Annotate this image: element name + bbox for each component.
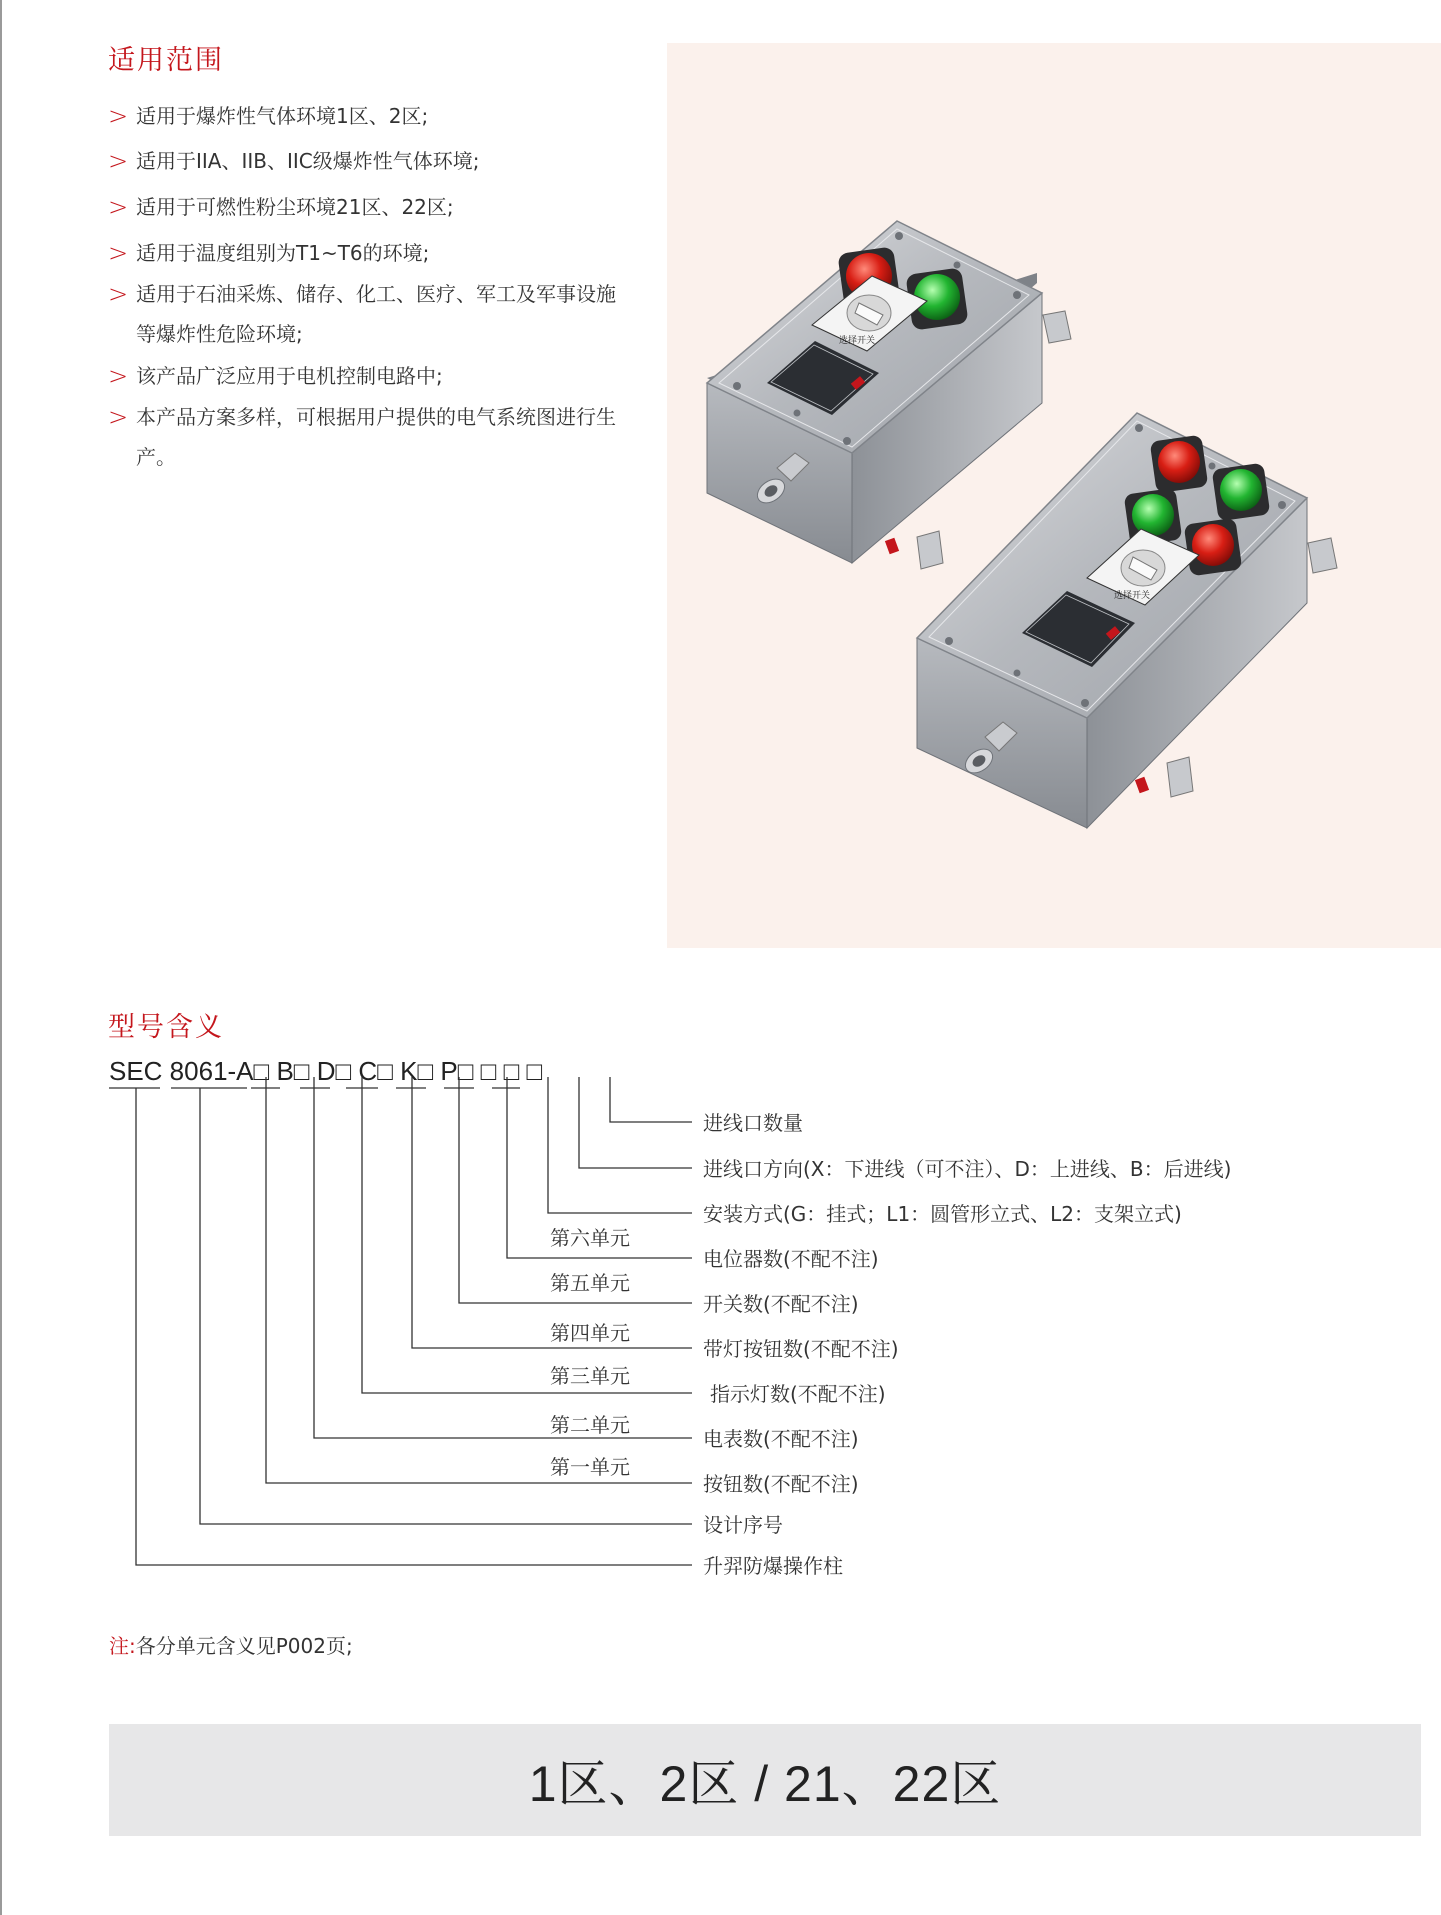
zone-banner	[109, 1724, 1421, 1836]
desc-mounting-type: 安装方式(G：挂式；L1：圆管形立式、L2：支架立式)	[703, 1202, 1182, 1226]
unit-label-6: 第六单元	[550, 1226, 630, 1250]
scope-item: > 适用于IIA、IIB、IIC级爆炸性气体环境;	[108, 141, 628, 181]
product-photo-panel	[667, 43, 1441, 948]
footnote-label: 注:	[109, 1634, 136, 1658]
desc-lighted-button-count: 带灯按钮数(不配不注)	[703, 1337, 899, 1361]
chevron-right-icon: >	[108, 362, 129, 390]
scope-title: 适用范围	[108, 45, 224, 76]
unit-label-3: 第三单元	[550, 1364, 630, 1388]
chevron-right-icon: >	[108, 239, 129, 267]
scope-item: > 适用于爆炸性气体环境1区、2区;	[108, 96, 628, 136]
control-box-large	[917, 413, 1337, 828]
chevron-right-icon: >	[108, 147, 129, 175]
footnote-text: 各分单元含义见P002页;	[135, 1634, 353, 1658]
desc-indicator-count: 指示灯数(不配不注)	[710, 1382, 886, 1406]
leader-lines	[109, 1077, 692, 1565]
page-edge-line	[0, 0, 2, 1915]
scope-item: > 适用于可燃性粉尘环境21区、22区;	[108, 187, 628, 227]
desc-button-count: 按钮数(不配不注)	[703, 1472, 859, 1496]
model-title: 型号含义	[108, 1012, 224, 1043]
desc-meter-count: 电表数(不配不注)	[703, 1427, 859, 1451]
zone-banner-text: 1区、2区 / 21、22区	[528, 1756, 1002, 1812]
chevron-right-icon: >	[108, 403, 129, 431]
chevron-right-icon: >	[108, 280, 129, 308]
selector-switch-label: 选择开关	[839, 336, 876, 346]
model-code: SEC 8061-A□ B□ D□ C□ K□ P□ □ □ □	[109, 1056, 543, 1086]
selector-switch-label: 选择开关	[1114, 591, 1151, 601]
scope-item: > 本产品方案多样，可根据用户提供的电气系统图进行生产。	[108, 397, 628, 477]
footnote	[109, 1630, 353, 1659]
scope-item: > 适用于石油采炼、储存、化工、医疗、军工及军事设施等爆炸性危险环境;	[108, 274, 628, 354]
scope-item: > 该产品广泛应用于电机控制电路中;	[108, 356, 628, 396]
desc-inlet-direction: 进线口方向(X：下进线（可不注）、D：上进线、B：后进线)	[703, 1157, 1232, 1181]
unit-label-5: 第五单元	[550, 1271, 630, 1295]
desc-switch-count: 开关数(不配不注)	[703, 1292, 859, 1316]
unit-label-2: 第二单元	[550, 1413, 630, 1437]
scope-item: > 适用于温度组别为T1~T6的环境;	[108, 233, 628, 273]
desc-inlet-count: 进线口数量	[703, 1111, 803, 1135]
desc-design-serial: 设计序号	[703, 1513, 783, 1537]
desc-potentiometer-count: 电位器数(不配不注)	[703, 1247, 879, 1271]
unit-label-1: 第一单元	[550, 1455, 630, 1479]
unit-label-4: 第四单元	[550, 1321, 630, 1345]
control-box-small	[707, 221, 1071, 569]
desc-brand: 升羿防爆操作柱	[703, 1554, 843, 1578]
chevron-right-icon: >	[108, 193, 129, 221]
chevron-right-icon: >	[108, 102, 129, 130]
product-illustration	[667, 43, 1441, 948]
